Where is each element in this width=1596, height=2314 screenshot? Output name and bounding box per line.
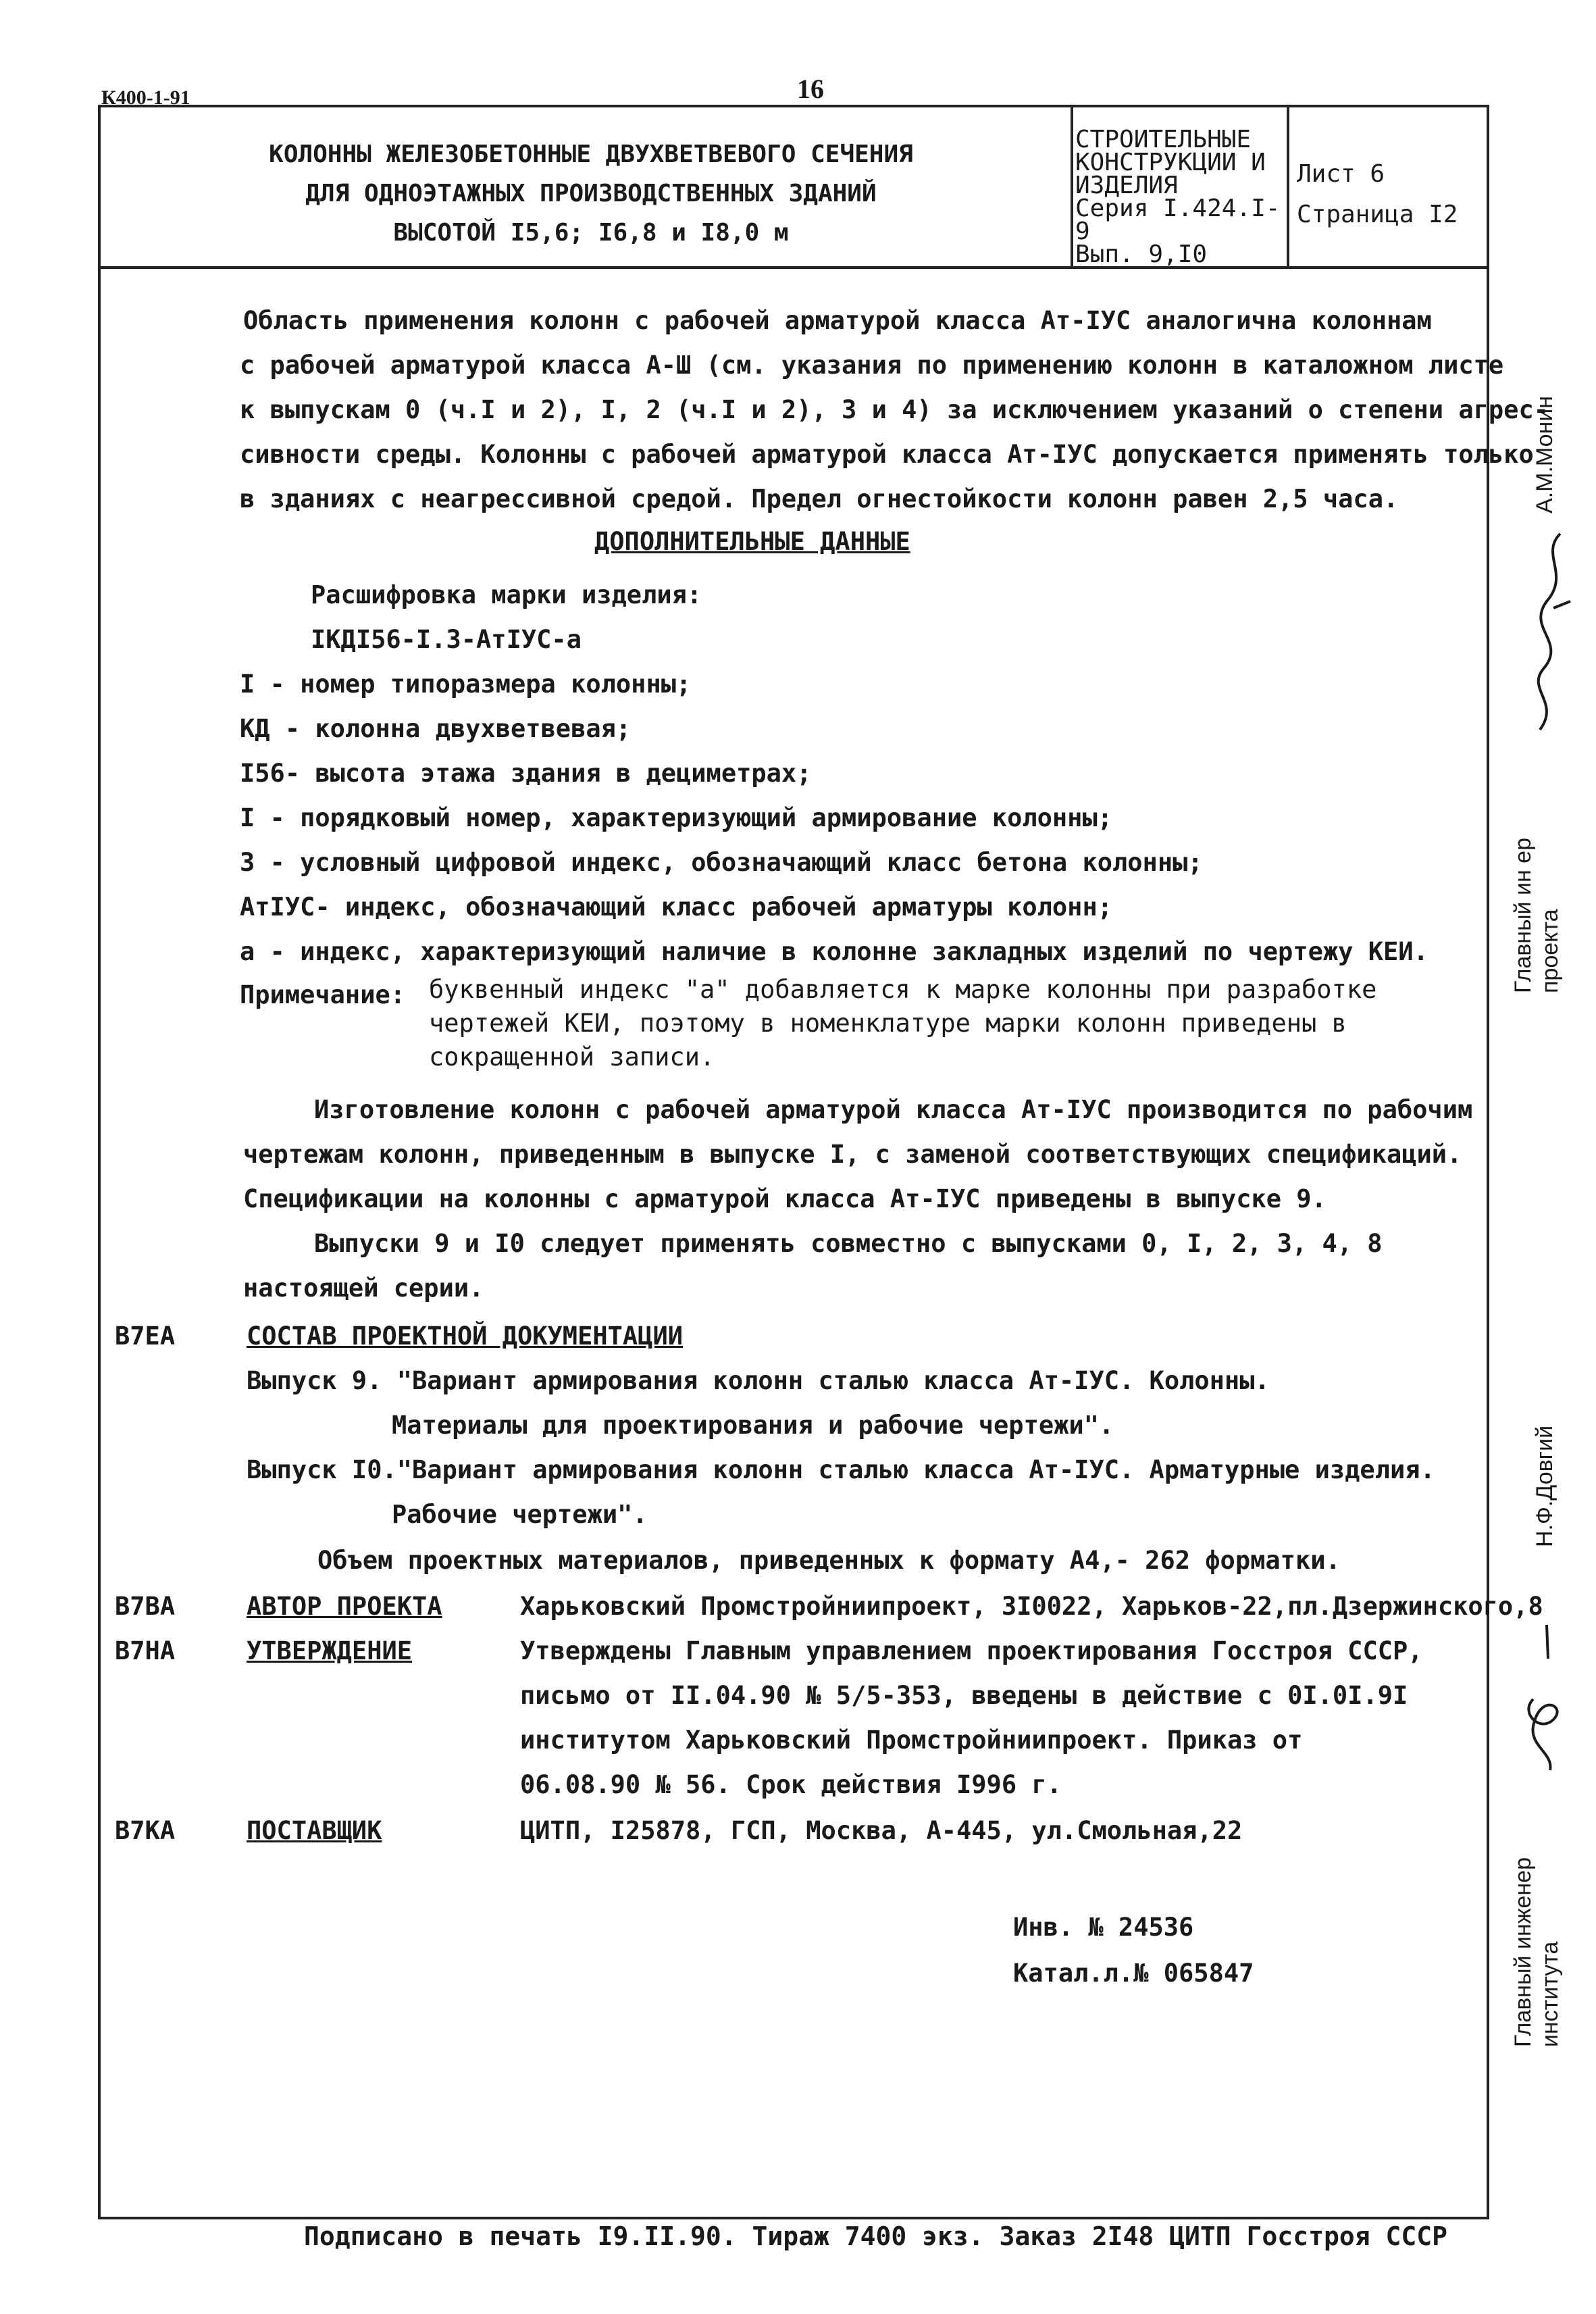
page-label: Страница I2: [1297, 201, 1458, 228]
note-line: сокращенной записи.: [429, 1042, 715, 1072]
manufacture-line: Спецификации на колонны с арматурой класса Ат-IУС приведены в выпуске 9.: [243, 1184, 1327, 1213]
inventory-number: Инв. № 24536: [1013, 1913, 1194, 1942]
series-line: Серия I.424.I-9: [1075, 195, 1281, 245]
header-divider: [1071, 105, 1073, 269]
b7ea-line: Выпуск 9. "Вариант армирования колонн сталью класса Ат-IУС. Колонны.: [247, 1366, 1270, 1395]
b7ha-line: институтом Харьковский Промстройниипроект. Приказ от: [520, 1726, 1303, 1755]
code-b7ba: В7ВА: [115, 1592, 176, 1621]
note-line: буквенный индекс "а" добавляется к марке колонны при разработке: [429, 975, 1377, 1004]
side-line: института: [1537, 1941, 1563, 2047]
signer-monin: А.М.Монин: [1532, 395, 1558, 513]
decode-item: I - номер типоразмера колонны;: [240, 670, 692, 699]
header-divider: [1287, 105, 1289, 269]
header-title: [169, 135, 1013, 253]
title-line: ДЛЯ ОДНОЭТАЖНЫХ ПРОИЗВОДСТВЕННЫХ ЗДАНИЙ: [305, 180, 877, 207]
b7ha-line: 06.08.90 № 56. Срок действия I996 г.: [520, 1770, 1062, 1799]
print-footer: Подписано в печать I9.II.90. Тираж 7400 экз. Заказ 2I48 ЦИТП Госстроя СССР: [304, 2221, 1447, 2251]
intro-line: с рабочей арматурой класса А-Ш (см. указания по применению колонн в каталожном листе: [240, 351, 1504, 380]
manufacture-line: Изготовление колонн с рабочей арматурой класса Ат-IУС производится по рабочим: [314, 1095, 1473, 1124]
decode-item: КД - колонна двухветвевая;: [240, 714, 632, 743]
side-line: Главный ин ер: [1510, 838, 1536, 993]
series-line: КОНСТРУКЦИИ И: [1075, 149, 1266, 176]
title-line: КОЛОННЫ ЖЕЛЕЗОБЕТОННЫЕ ДВУХВЕТВЕВОГО СЕЧЕНИЯ: [269, 141, 913, 168]
chief-institute-label: [1510, 1857, 1564, 2047]
decode-label: Расшифровка марки изделия:: [311, 580, 702, 609]
note-text: [429, 973, 1376, 1074]
b7ea-title: СОСТАВ ПРОЕКТНОЙ ДОКУМЕНТАЦИИ: [247, 1322, 684, 1351]
b7ba-text: Харьковский Промстройниипроект, 3I0022, Харьков-22,пл.Дзержинского,8: [520, 1592, 1543, 1621]
b7ha-title: УТВЕРЖДЕНИЕ: [247, 1636, 413, 1665]
sheet-number: Лист 6: [1297, 160, 1385, 188]
side-line: проекта: [1537, 909, 1563, 993]
decode-item: I - порядковый номер, характеризующий армирование колонны;: [240, 803, 1113, 832]
intro-line: в зданиях с неагрессивной средой. Предел огнестойкости колонн равен 2,5 часа.: [240, 484, 1399, 513]
code-b7ha: В7НА: [115, 1636, 176, 1665]
intro-line: Область применения колонн с рабочей арматурой класса Ат-IУС аналогична колоннам: [243, 306, 1432, 335]
b7ea-line: Выпуск I0."Вариант армирования колонн сталью класса Ат-IУС. Арматурные изделия.: [247, 1455, 1435, 1484]
note-line: чертежей КЕИ, поэтому в номенклатуре марки колонн приведены в: [429, 1009, 1347, 1038]
sheet-info: [1297, 154, 1458, 235]
mark-example: IКДI56-I.3-АтIУС-а: [311, 625, 582, 654]
signature-monin: [1513, 527, 1580, 750]
decode-item: 3 - условный цифровой индекс, обозначающий класс бетона колонны;: [240, 848, 1203, 877]
decode-item: АтIУС- индекс, обозначающий класс рабочей арматуры колонн;: [240, 892, 1113, 922]
manufacture-line: настоящей серии.: [243, 1274, 484, 1303]
b7ea-line: Рабочие чертежи".: [392, 1500, 648, 1529]
signer-dovgiy: Н.Ф.Довгий: [1532, 1425, 1558, 1547]
series-info: [1075, 128, 1286, 266]
note-label: Примечание:: [240, 980, 406, 1009]
b7ea-line: Материалы для проектирования и рабочие чертежи".: [392, 1411, 1114, 1440]
page-number: 16: [797, 74, 824, 104]
side-line: Главный инженер: [1510, 1857, 1536, 2047]
b7ha-line: письмо от II.04.90 № 5/5-353, введены в действие с 0I.0I.9I: [520, 1681, 1408, 1710]
intro-line: к выпускам 0 (ч.I и 2), I, 2 (ч.I и 2), 3 и 4) за исключением указаний о степени агрес-: [240, 395, 1549, 424]
manufacture-line: Выпуски 9 и I0 следует применять совместно с выпусками 0, I, 2, 3, 4, 8: [314, 1229, 1383, 1258]
b7ha-line: Утверждены Главным управлением проектирования Госстроя СССР,: [520, 1636, 1423, 1665]
title-line: ВЫСОТОЙ I5,6; I6,8 и I8,0 м: [393, 219, 789, 247]
chief-project-label: [1510, 838, 1564, 993]
series-line: СТРОИТЕЛЬНЫЕ: [1075, 126, 1252, 153]
b7ka-title: ПОСТАВЩИК: [247, 1816, 382, 1845]
b7ea-line: Объем проектных материалов, приведенных к формату А4,- 262 форматки.: [317, 1546, 1341, 1575]
b7ba-title: АВТОР ПРОЕКТА: [247, 1592, 442, 1621]
manufacture-line: чертежам колонн, приведенным в выпуске I, с заменой соответствующих спецификаций.: [243, 1140, 1462, 1169]
code-b7ea: В7ЕА: [115, 1322, 176, 1351]
decode-item: I56- высота этажа здания в дециметрах;: [240, 759, 812, 788]
signature-dovgiy: [1513, 1618, 1580, 1774]
decode-item: а - индекс, характеризующий наличие в колонне закладных изделий по чертежу КЕИ.: [240, 937, 1428, 966]
intro-line: сивности среды. Колонны с рабочей арматурой класса Ат-IУС допускается применять только: [240, 440, 1534, 469]
code-b7ka: В7КА: [115, 1816, 176, 1845]
document-code: К400-1-91: [101, 86, 190, 109]
series-line: Вып. 9,I0: [1075, 241, 1208, 268]
section-title: ДОПОЛНИТЕЛЬНЫЕ ДАННЫЕ: [594, 527, 910, 556]
series-line: ИЗДЕЛИЯ: [1075, 172, 1178, 199]
catalog-number: Катал.л.№ 065847: [1013, 1959, 1254, 1988]
b7ka-text: ЦИТП, I25878, ГСП, Москва, А-445, ул.Смольная,22: [520, 1816, 1243, 1845]
